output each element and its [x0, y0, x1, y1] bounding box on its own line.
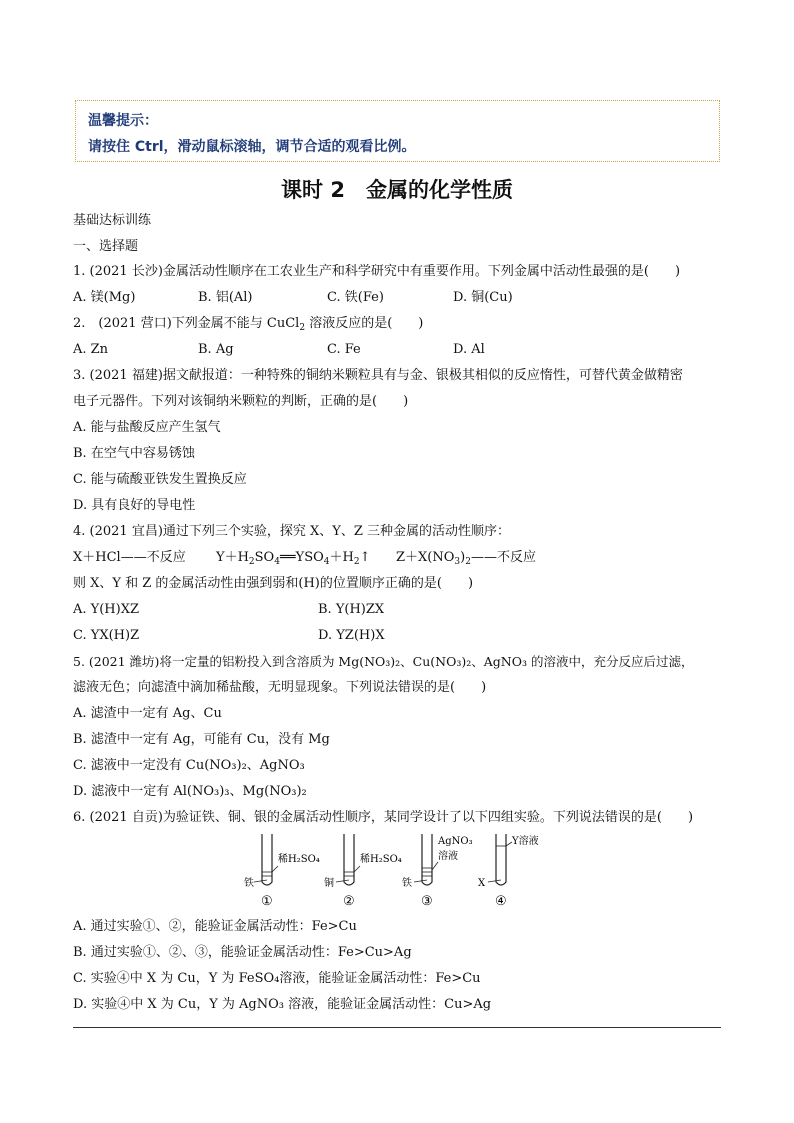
question-1-stem: 1. (2021 长沙)金属活动性顺序在工农业生产和科学研究中有重要作用。下列金属中活动性最强的是( ): [73, 264, 681, 279]
eq2-sub: 2: [248, 557, 255, 567]
q6-option-a: A. 通过实验①、②，能验证金属活动性：Fe>Cu: [73, 919, 357, 934]
eq2-part: ＋H: [329, 550, 354, 565]
tube-4-metal: X: [478, 878, 486, 889]
question-2-stem: [73, 316, 423, 336]
question-5-stem-line2: 滤液无色；向滤渣中滴加稀盐酸，无明显现象。下列说法错误的是( ): [73, 680, 487, 695]
q6-option-b: B. 通过实验①、②、③，能验证金属活动性：Fe>Cu>Ag: [73, 945, 412, 960]
q6-option-d: D. 实验④中 X 为 Cu，Y 为 AgNO₃ 溶液，能验证金属活动性：Cu>Ag: [73, 997, 492, 1012]
q4-equation-2: [216, 550, 371, 570]
q6-option-c: C. 实验④中 X 为 Cu，Y 为 FeSO₄溶液，能验证金属活动性：Fe>Cu: [73, 971, 481, 986]
q2-option-c: C. Fe: [327, 342, 361, 357]
eq2-part: Y＋H: [216, 550, 249, 565]
eq3-part: ): [460, 550, 466, 565]
q5-option-d: D. 滤液中一定有 Al(NO₃)₃、Mg(NO₃)₂: [73, 784, 307, 799]
eq3-part: ——不反应: [470, 550, 536, 565]
tube-2-number: ②: [343, 894, 355, 909]
eq2-sub: 4: [323, 557, 330, 567]
q1-option-b: B. 铝(Al): [198, 290, 253, 305]
tube-4-number: ④: [495, 894, 507, 909]
tube-1-number: ①: [261, 894, 273, 909]
q3-option-c: C. 能与硫酸亚铁发生置换反应: [73, 472, 247, 487]
q5-option-a: A. 滤渣中一定有 Ag、Cu: [73, 706, 222, 721]
tube-3-solution-line1: AgNO₃: [438, 836, 473, 847]
tip-title: 温馨提示：: [88, 113, 158, 129]
bottom-divider: [73, 1027, 721, 1028]
q5-option-c: C. 滤液中一定没有 Cu(NO₃)₂、AgNO₃: [73, 758, 305, 773]
q2-stem-sub: 2: [299, 323, 306, 333]
eq2-part: ↑: [359, 550, 371, 565]
tube-3-solution-line2: 溶液: [438, 851, 458, 862]
eq2-sub: 2: [353, 557, 360, 567]
question-5-stem-line1: 5. (2021 潍坊)将一定量的铝粉投入到含溶质为 Mg(NO₃)₂、Cu(NO₃)₂、AgNO₃ 的溶液中，充分反应后过滤，: [73, 654, 694, 669]
tip-text: 请按住 Ctrl，滑动鼠标滚轴，调节合适的观看比例。: [88, 139, 416, 155]
q2-option-d: D. Al: [453, 342, 485, 357]
question-3-stem-line2: 电子元器件。下列对该铜纳米颗粒的判断，正确的是( ): [73, 394, 409, 409]
q4-option-b: B. Y(H)ZX: [318, 602, 385, 617]
q3-option-d: D. 具有良好的导电性: [73, 498, 196, 513]
question-4-stem-line2: 则 X、Y 和 Z 的金属活动性由强到弱和(H)的位置顺序正确的是( ): [73, 576, 474, 591]
test-tube-4: [478, 834, 539, 909]
eq3-sub: 2: [465, 557, 471, 567]
q2-stem-pre: 2. (2021 营口)下列金属不能与 CuCl: [73, 316, 300, 331]
eq3-sub: 3: [454, 557, 461, 567]
question-4-stem-line1: 4. (2021 宜昌)通过下列三个实验，探究 X、Y、Z 三种金属的活动性顺序：: [73, 524, 511, 539]
q4-option-d: D. YZ(H)X: [318, 628, 385, 643]
eq2-sub: 4: [274, 557, 280, 567]
q4-option-c: C. YX(H)Z: [73, 628, 140, 643]
q4-equation-1: X＋HCl——不反应: [73, 550, 186, 565]
section-heading: 基础达标训练: [73, 213, 152, 228]
q2-option-a: A. Zn: [73, 342, 109, 357]
test-tube-2: [324, 834, 402, 909]
q2-option-b: B. Ag: [198, 342, 234, 357]
q3-option-b: B. 在空气中容易锈蚀: [73, 446, 195, 461]
q1-option-d: D. 铜(Cu): [453, 290, 513, 305]
tube-1-solution: 稀H₂SO₄: [278, 854, 320, 865]
tube-3-metal: 铁: [402, 878, 412, 889]
question-6-stem: 6. (2021 自贡)为验证铁、铜、银的金属活动性顺序，某同学设计了以下四组实验。下列说法错误的是( ): [73, 810, 694, 825]
tube-4-solution: Y溶液: [512, 836, 539, 847]
eq3-part: Z＋X(NO: [396, 550, 455, 565]
tube-1-metal: 铁: [244, 878, 254, 889]
question-3-stem-line1: 3. (2021 福建)据文献报道：一种特殊的铜纳米颗粒具有与金、银极其相似的反应惰性，可替代黄金做精密: [73, 368, 683, 383]
q1-option-a: A. 镁(Mg): [73, 290, 136, 305]
tip-box: [75, 100, 720, 162]
eq2-part: SO: [254, 550, 275, 565]
part-heading: 一、选择题: [73, 239, 139, 254]
q5-option-b: B. 滤渣中一定有 Ag，可能有 Cu，没有 Mg: [73, 732, 330, 747]
lesson-title: 课时 2 金属的化学性质: [281, 178, 513, 202]
eq2-part: ══YSO: [279, 550, 324, 565]
q3-option-a: A. 能与盐酸反应产生氢气: [73, 420, 221, 435]
tube-2-metal: 铜: [324, 878, 334, 889]
q4-option-a: A. Y(H)XZ: [73, 602, 140, 617]
test-tube-1: [244, 834, 320, 909]
q1-option-c: C. 铁(Fe): [327, 290, 384, 305]
experiment-figure: [240, 832, 560, 910]
tube-3-number: ③: [421, 894, 433, 909]
q4-equation-3: [396, 550, 536, 570]
tube-2-solution: 稀H₂SO₄: [360, 854, 402, 865]
q2-stem-post: 溶液反应的是( ): [305, 316, 424, 331]
test-tube-3: [402, 834, 473, 909]
